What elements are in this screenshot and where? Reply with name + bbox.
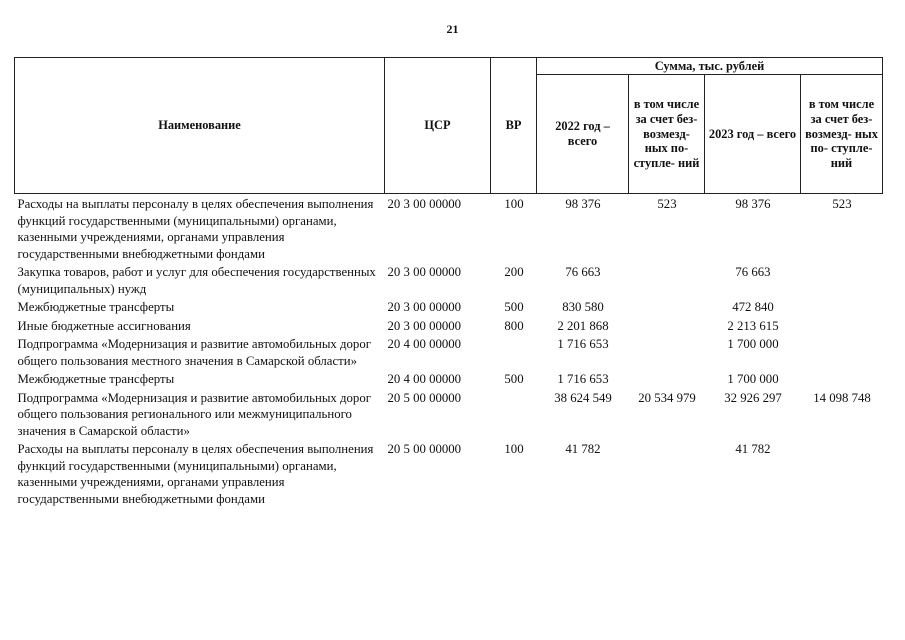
row-vr <box>491 334 537 369</box>
header-2022-total: 2022 год – всего <box>537 75 629 194</box>
page-number: 21 <box>446 22 459 36</box>
row-2023-grants <box>801 439 883 507</box>
row-csr: 20 4 00 00000 <box>387 372 462 386</box>
row-2023-grants <box>801 262 883 297</box>
header-2022-grants: в том числе за счет без- возмезд- ных по- ступле- ний <box>629 75 705 194</box>
table-row <box>15 297 883 316</box>
row-name: Расходы на выплаты персоналу в целях обеспечения выполнения функций государственными (муниципальными) органами, казенными учреждениями, органами управления государственными внебюджетными фондами <box>17 442 374 506</box>
row-name: Подпрограмма «Модернизация и развитие автомобильных дорог общего пользования регионального или межмуниципального значения в Самарской области» <box>17 390 371 438</box>
row-vr: 100 <box>504 442 524 456</box>
table-row <box>15 194 883 263</box>
row-2023-total: 98 376 <box>735 197 771 211</box>
row-2022-total: 1 716 653 <box>557 337 609 351</box>
row-vr: 800 <box>504 318 524 333</box>
row-2022-total: 98 376 <box>565 197 601 211</box>
row-2022-total: 2 201 868 <box>557 318 609 333</box>
row-vr: 500 <box>504 300 524 314</box>
row-csr: 20 5 00 00000 <box>387 442 462 456</box>
row-2022-grants: 20 534 979 <box>638 390 696 405</box>
row-2022-grants <box>629 439 705 507</box>
row-2023-total: 32 926 297 <box>724 390 782 405</box>
header-2023-total: 2023 год – всего <box>705 75 801 194</box>
row-2022-grants: 523 <box>657 197 677 211</box>
table-row <box>15 369 883 388</box>
row-2023-total: 1 700 000 <box>727 372 779 386</box>
table-row <box>15 316 883 335</box>
row-csr: 20 3 00 00000 <box>387 265 462 279</box>
row-2022-total: 41 782 <box>565 442 601 456</box>
row-2023-total: 472 840 <box>732 300 774 314</box>
row-2023-total: 2 213 615 <box>727 318 779 333</box>
row-2022-grants <box>629 262 705 297</box>
row-2022-total: 1 716 653 <box>557 372 609 386</box>
row-2022-grants <box>629 316 705 335</box>
row-csr: 20 3 00 00000 <box>387 197 462 211</box>
row-name: Закупка товаров, работ и услуг для обеспечения государственных (муниципальных) нужд <box>17 265 376 296</box>
table-row <box>15 388 883 440</box>
table-row <box>15 262 883 297</box>
row-vr: 200 <box>504 265 524 279</box>
row-2023-grants: 523 <box>832 197 852 211</box>
row-name: Подпрограмма «Модернизация и развитие автомобильных дорог общего пользования местного значения в Самарской области» <box>17 337 371 368</box>
table-body <box>15 194 883 508</box>
row-csr: 20 5 00 00000 <box>387 390 462 405</box>
row-2023-total: 41 782 <box>735 442 771 456</box>
row-csr: 20 3 00 00000 <box>387 318 462 333</box>
row-name: Межбюджетные трансферты <box>17 372 175 386</box>
row-2022-grants <box>629 297 705 316</box>
row-2023-total: 76 663 <box>735 265 771 279</box>
header-name: Наименование <box>15 58 385 194</box>
table-row <box>15 334 883 369</box>
row-vr <box>491 388 537 440</box>
row-csr: 20 4 00 00000 <box>387 337 462 351</box>
table-header <box>15 58 883 194</box>
table-row <box>15 439 883 507</box>
row-name: Расходы на выплаты персоналу в целях обеспечения выполнения функций государственными (муниципальными) органами, казенными учреждениями, органами управления государственными внебюджетными фондами <box>17 197 374 261</box>
row-2022-total: 830 580 <box>562 300 604 314</box>
row-csr: 20 3 00 00000 <box>387 300 462 314</box>
row-2023-total: 1 700 000 <box>727 337 779 351</box>
header-2023-grants: в том числе за счет без- возмезд- ных по- ступле- ний <box>801 75 883 194</box>
budget-table <box>14 57 883 507</box>
row-2023-grants <box>801 334 883 369</box>
row-2022-grants <box>629 334 705 369</box>
row-2022-total: 38 624 549 <box>554 390 612 405</box>
row-2022-total: 76 663 <box>565 265 601 279</box>
row-vr: 500 <box>504 372 524 386</box>
row-2023-grants <box>801 316 883 335</box>
row-2022-grants <box>629 369 705 388</box>
row-name: Межбюджетные трансферты <box>17 300 175 314</box>
row-vr: 100 <box>504 197 524 211</box>
row-2023-grants: 14 098 748 <box>813 390 871 405</box>
row-name: Иные бюджетные ассигнования <box>17 318 191 333</box>
header-csr: ЦСР <box>385 58 491 194</box>
header-sum-group: Сумма, тыс. рублей <box>537 58 883 75</box>
row-2023-grants <box>801 297 883 316</box>
row-2023-grants <box>801 369 883 388</box>
header-vr: ВР <box>491 58 537 194</box>
